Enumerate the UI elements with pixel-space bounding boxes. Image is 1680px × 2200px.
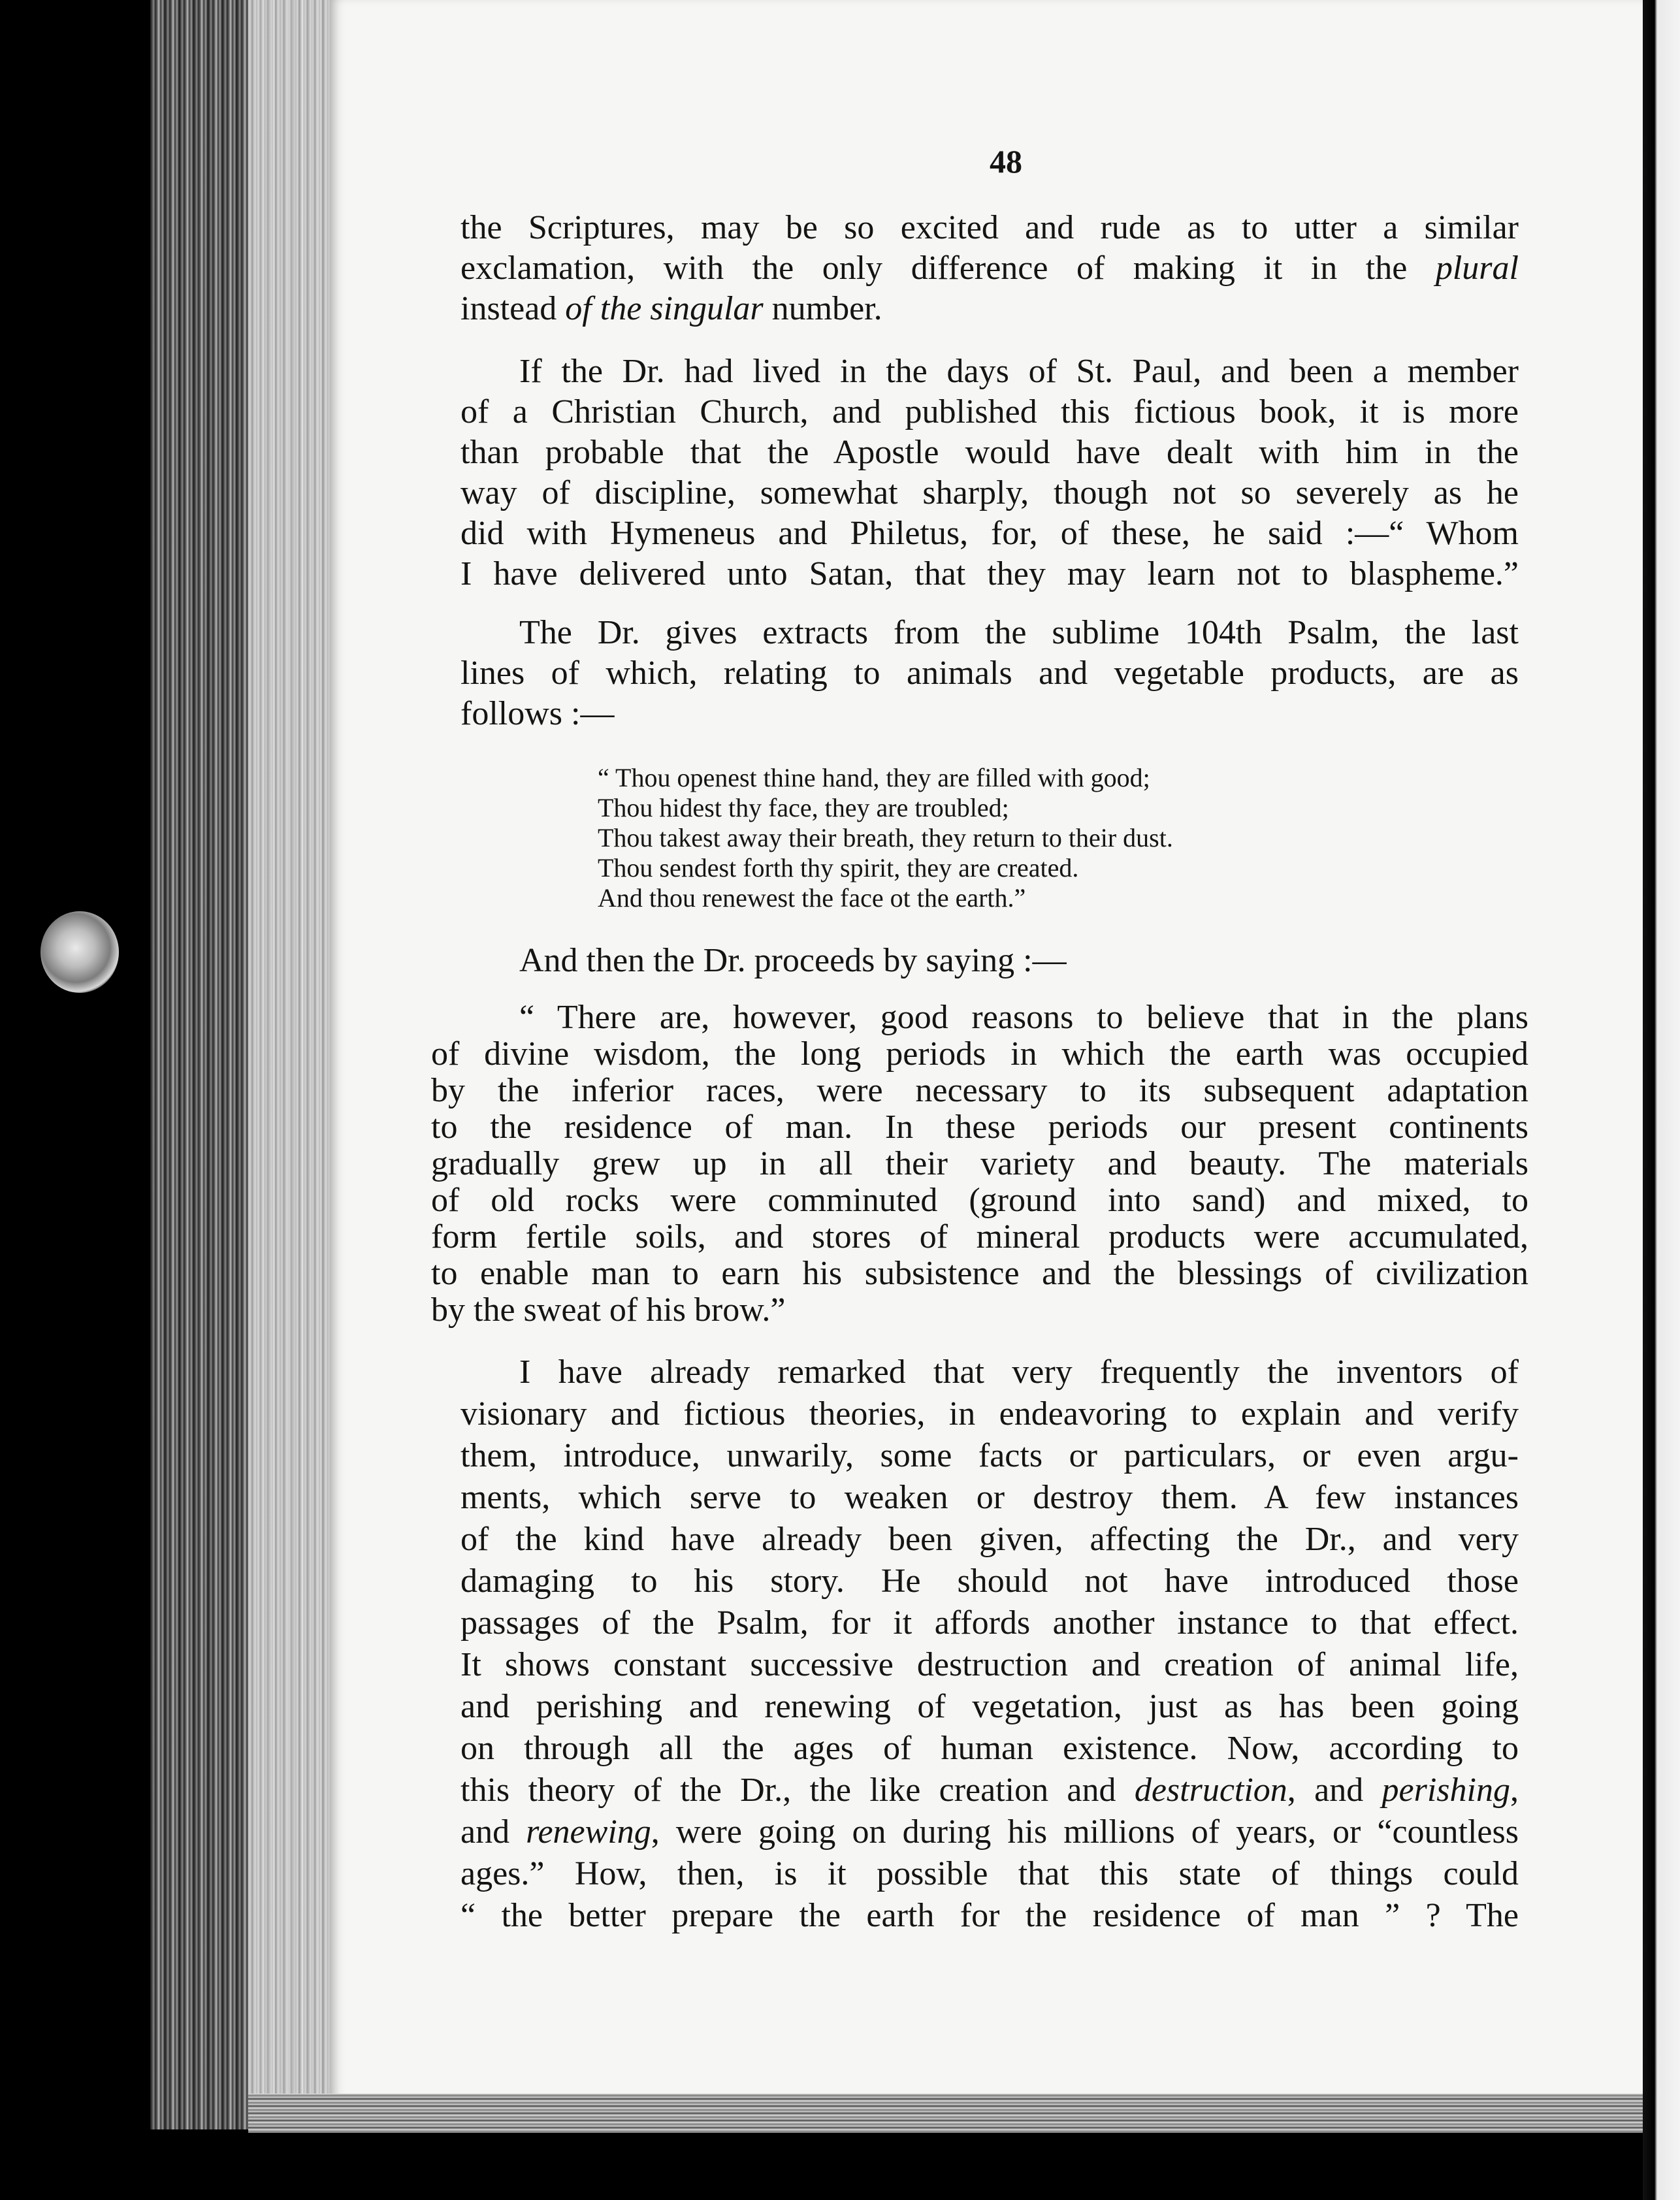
text-line: the Scriptures, may be so excited and rude as to utter a similar bbox=[460, 209, 1519, 246]
quote-line: to the residence of man. In these periods our present continents bbox=[431, 1108, 1528, 1146]
text-line: this theory of the Dr., the like creation and destruction, and perishing, bbox=[460, 1771, 1519, 1809]
page-stack-edges bbox=[248, 0, 333, 2123]
verse-line: “ Thou openest thine hand, they are filled with good; bbox=[598, 763, 1150, 792]
text-line: exclamation, with the only difference of making it in the plural bbox=[460, 250, 1519, 287]
text-line: And then the Dr. proceeds by saying :— bbox=[519, 942, 1067, 979]
scan-blemish bbox=[40, 911, 119, 993]
quote-line: of old rocks were comminuted (ground into sand) and mixed, to bbox=[431, 1182, 1528, 1219]
quote-line: to enable man to earn his subsistence and the blessings of civilization bbox=[431, 1255, 1528, 1292]
quote-line: “ There are, however, good reasons to believe that in the plans bbox=[519, 999, 1528, 1036]
text-line: visionary and fictious theories, in endeavoring to explain and verify bbox=[460, 1395, 1519, 1432]
verse-line: Thou sendest forth thy spirit, they are created. bbox=[598, 853, 1079, 882]
text-line: way of discipline, somewhat sharply, though not so severely as he bbox=[460, 474, 1519, 511]
quote-line: by the sweat of his brow.” bbox=[431, 1291, 786, 1329]
text-line: I have already remarked that very frequently the inventors of bbox=[519, 1353, 1519, 1391]
quote-line: form fertile soils, and stores of mineral products were accumulated, bbox=[431, 1218, 1528, 1255]
verse-line: And thou renewest the face ot the earth.” bbox=[598, 883, 1026, 913]
text-line: damaging to his story. He should not have introduced those bbox=[460, 1562, 1519, 1600]
facing-page-edge bbox=[1643, 0, 1680, 2200]
quote-line: by the inferior races, were necessary to its subsequent adaptation bbox=[431, 1072, 1528, 1109]
text-line: and perishing and renewing of vegetation, just as has been going bbox=[460, 1688, 1519, 1725]
text-line: passages of the Psalm, for it affords another instance to that effect. bbox=[460, 1604, 1519, 1642]
page-number: 48 bbox=[990, 143, 1022, 180]
text-line: of the kind have already been given, affecting the Dr., and very bbox=[460, 1521, 1519, 1558]
verse-line: Thou hidest thy face, they are troubled; bbox=[598, 793, 1009, 822]
text-line: them, introduce, unwarily, some facts or particulars, or even argu- bbox=[460, 1437, 1519, 1474]
text-line: The Dr. gives extracts from the sublime 104th Psalm, the last bbox=[519, 614, 1519, 651]
text-line: ments, which serve to weaken or destroy them. A few instances bbox=[460, 1479, 1519, 1516]
text-line: ages.” How, then, is it possible that this state of things could bbox=[460, 1855, 1519, 1892]
verse-line: Thou takest away their breath, they return to their dust. bbox=[598, 823, 1173, 852]
text-line: on through all the ages of human existence. Now, according to bbox=[460, 1730, 1519, 1767]
quote-line: gradually grew up in all their variety and beauty. The materials bbox=[431, 1145, 1528, 1182]
text-line: I have delivered unto Satan, that they may learn not to blaspheme.” bbox=[460, 555, 1519, 592]
text-line: than probable that the Apostle would have dealt with him in the bbox=[460, 434, 1519, 471]
text-line: follows :— bbox=[460, 695, 615, 732]
page-bottom-edges bbox=[248, 2094, 1653, 2133]
quote-line: of divine wisdom, the long periods in which the earth was occupied bbox=[431, 1035, 1528, 1073]
text-line: and renewing, were going on during his millions of years, or “countless bbox=[460, 1813, 1519, 1851]
text-line: “ the better prepare the earth for the residence of man ” ? The bbox=[460, 1897, 1519, 1934]
text-line: of a Christian Church, and published this fictious book, it is more bbox=[460, 393, 1519, 430]
text-line: instead of the singular number. bbox=[460, 290, 882, 327]
text-line: did with Hymeneus and Philetus, for, of these, he said :—“ Whom bbox=[460, 515, 1519, 552]
text-line: lines of which, relating to animals and vegetable products, are as bbox=[460, 655, 1519, 692]
text-line: If the Dr. had lived in the days of St. Paul, and been a member bbox=[519, 353, 1519, 390]
text-line: It shows constant successive destruction and creation of animal life, bbox=[460, 1646, 1519, 1683]
